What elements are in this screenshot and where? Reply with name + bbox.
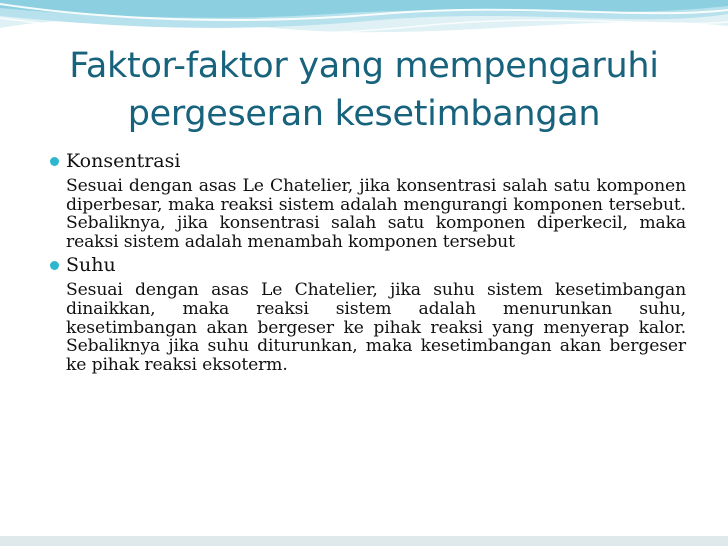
bullet-section-suhu: [50, 254, 686, 374]
slide-title-line2: pergeseran kesetimbangan: [127, 94, 601, 134]
bullet-dot-icon: [50, 261, 59, 270]
slide-title-line1: Faktor-faktor yang mempengaruhi: [69, 46, 659, 86]
bullet-heading: Suhu: [66, 254, 116, 277]
slide-content: [50, 150, 686, 374]
bullet-item: [50, 150, 686, 173]
bullet-paragraph: Sesuai dengan asas Le Chatelier, jika suhu sistem kesetimbangan dinaikkan, maka reaksi sistem adalah menurunkan suhu, kesetimbangan akan bergeser ke pihak reaksi yang menyerap kalor. Sebaliknya jika suhu diturunkan, maka kesetimbangan akan bergeser ke pihak reaksi eksoterm.: [66, 280, 686, 375]
slide-title: [30, 42, 698, 138]
bullet-item: [50, 254, 686, 277]
footer-bar: [0, 536, 728, 546]
bullet-dot-icon: [50, 157, 59, 166]
bullet-paragraph: Sesuai dengan asas Le Chatelier, jika konsentrasi salah satu komponen diperbesar, maka reaksi sistem adalah mengurangi komponen tersebut. Sebaliknya, jika konsentrasi salah satu komponen diperkecil, maka reaksi sistem adalah menambah komponen tersebut: [66, 176, 686, 252]
bullet-section-konsentrasi: [50, 150, 686, 251]
bullet-heading: Konsentrasi: [66, 150, 181, 172]
